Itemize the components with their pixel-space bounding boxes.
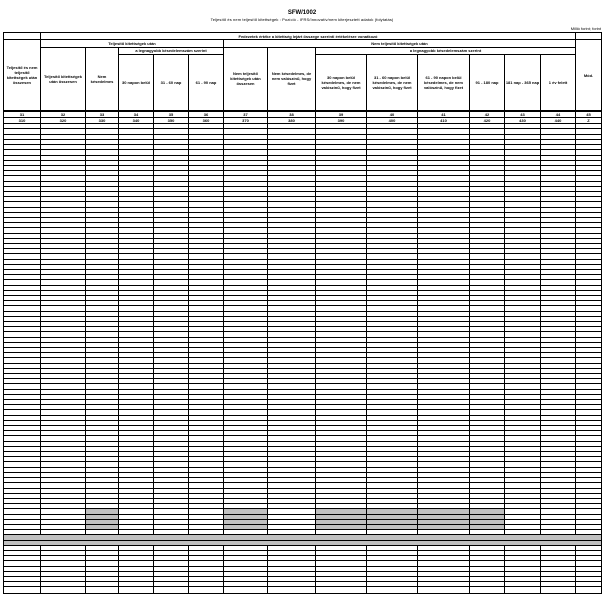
report-table [3,32,602,594]
form-subtitle: Teljesítő és nem teljesítő kitettségek : Pozíció - IFRS/Innovatív/nem kiterjesztett adatok (folytatás) [210,17,394,22]
col-code: 320 [41,118,86,124]
table-row [4,587,602,594]
col-header-np-total: Nem teljesítő kitettségek után összesen [224,47,268,111]
table-cell[interactable] [189,587,224,594]
col-code: 310 [4,118,41,124]
col-number: 37 [224,111,268,118]
col-number: 40 [367,111,418,118]
table-cell[interactable] [4,587,41,594]
col-number: 41 [418,111,470,118]
col-code: 400 [367,118,418,124]
col-code: 430 [505,118,541,124]
col-number: 43 [505,111,541,118]
col-number: 42 [470,111,505,118]
col-header-np-31-60: 31 - 60 napon belül késedelmes, de nem valószínű, hogy fizet [367,54,418,110]
col-header-not-overdue: Nem késedelmes [86,47,119,111]
col-number: 36 [189,111,224,118]
col-header-31-60: 31 - 60 nap [154,54,189,110]
col-code: 390 [316,118,367,124]
col-header-30: 30 napon belül [119,54,154,110]
col-code: 420 [470,118,505,124]
group-header: Fedezetek értéke a kitettség lejárt összege szerinti értékelésre vonatkozó [41,33,576,40]
table-cell[interactable] [316,587,367,594]
col-code: 330 [86,118,119,124]
col-code: 360 [189,118,224,124]
col-header-181-365: 181 nap - 365 nap [505,54,541,110]
col-code: 350 [154,118,189,124]
table-cell[interactable] [86,587,119,594]
col-code: 440 [541,118,576,124]
col-number: 38 [268,111,316,118]
col-number: 45 [576,111,602,118]
col-number: 32 [41,111,86,118]
col-header-np-61-90: 61 - 90 napon belül késedelmes, de nem valószínű, hogy fizet [418,54,470,110]
col-header-performing-total: Teljesítő kitettségek után összesen [41,47,86,111]
col-number: 31 [4,111,41,118]
col-header-np-not-overdue: Nem késedelmes, de nem valószínű, hogy fizet [268,47,316,111]
table-cell[interactable] [224,587,268,594]
col-code: 410 [418,118,470,124]
col-header-1yr: 1 év felett [541,54,576,110]
col-header-61-90: 61 - 90 nap [189,54,224,110]
table-cell[interactable] [418,587,470,594]
table-cell[interactable] [541,587,576,594]
form-code: SFW/1002 [287,10,317,16]
col-code: Z [576,118,602,124]
blank-header [576,33,602,40]
col-number: 34 [119,111,154,118]
table-cell[interactable] [576,587,602,594]
table-cell[interactable] [119,587,154,594]
nonperforming-sub-header: a legnagyobb késedelemszám szerint [316,47,576,54]
col-number: 33 [86,111,119,118]
table-cell[interactable] [41,587,86,594]
col-header-np-30: 30 napon belül késedelmes, de nem valószínű, hogy fizet [316,54,367,110]
table-cell[interactable] [505,587,541,594]
performing-header: Teljesítő kitettségek után [41,40,224,47]
table-cell[interactable] [367,587,418,594]
table-cell[interactable] [470,587,505,594]
col-number: 44 [541,111,576,118]
nonperforming-header: Nem teljesítő kitettségek után [224,40,576,47]
blank-header [4,33,41,40]
table-cell[interactable] [154,587,189,594]
col-number: 35 [154,111,189,118]
col-code: 370 [224,118,268,124]
col-code: 340 [119,118,154,124]
performing-sub-header: a legnagyobb késedelemszám szerint [119,47,224,54]
unit-label: Millió forint; forint [570,26,601,31]
col-code: 380 [268,118,316,124]
col-header-total: Teljesítő és nem teljesítő kitettségek után összesen [4,40,41,111]
col-number: 39 [316,111,367,118]
col-header-91-180: 91 - 180 nap [470,54,505,110]
col-header-mod: Mód. [576,40,602,111]
table-cell[interactable] [268,587,316,594]
